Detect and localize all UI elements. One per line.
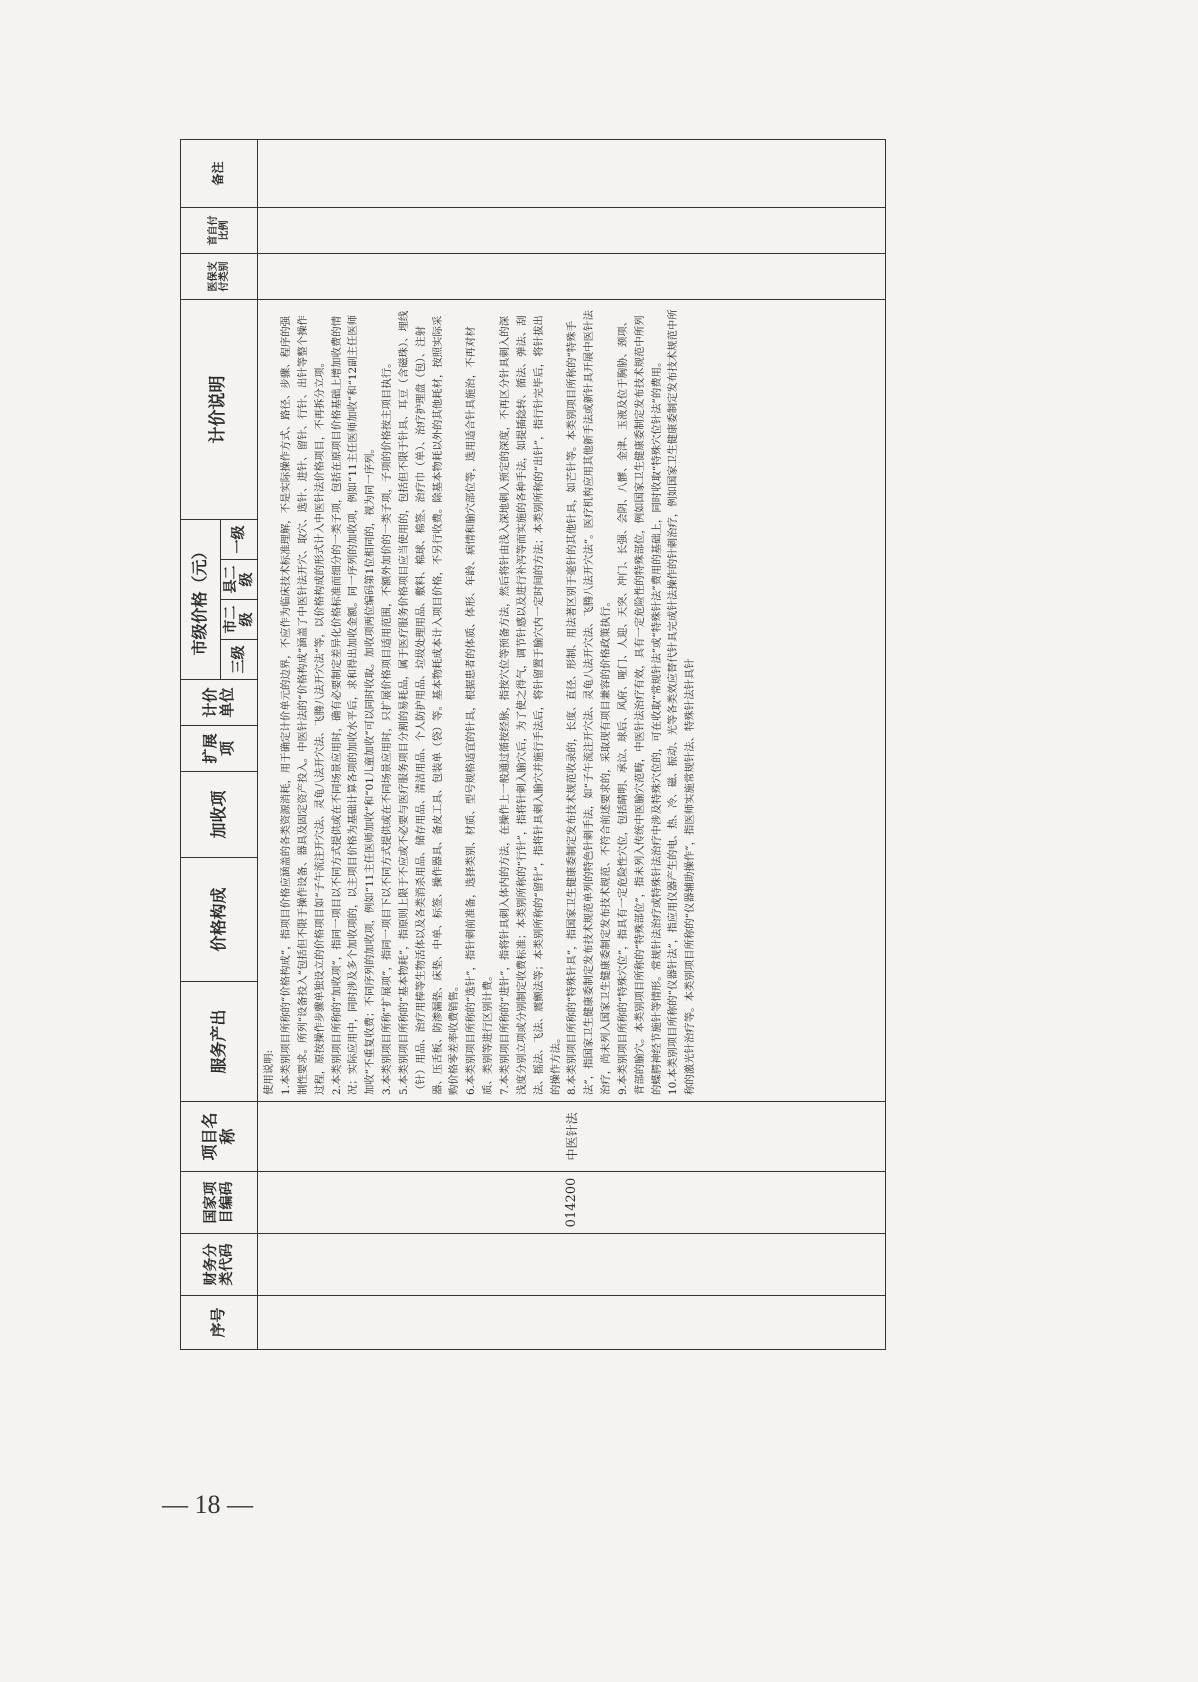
usage-note-paragraph: 9.本类别项目所称的“特殊穴位”，指具有一定危险性穴位，包括睛明、承泣、球后、风府、哑门、人迎、天突、冲门、长强、会阴、八髎、金津、玉液及位于胸胁、颈项、背部的腧穴。本类别项目所称的“特殊部位”，指未列入传统中医腧穴范畴，中医针法治疗有效，具有一定危险性的特殊部位，例如国家卫生健康委制定发布技术规范中所列的蝶腭神经节施针等情形。常规针法治疗或特殊针法治疗中涉及特殊穴位的，可在收取“常规针法”或“特殊针法”费用的基础上，同时收取“特殊穴位针法”的费用。 [616,315,663,1095]
cell-self-pay [258,207,886,253]
header-surcharge: 加收项 [181,772,258,858]
page-number: — 18 — [162,1490,253,1519]
header-price-composition: 价格构成 [181,858,258,982]
cell-item-name: 中医针法 [258,1102,886,1172]
header-city-level2: 市二级 [221,600,258,640]
header-unit: 计价单位 [181,680,258,726]
header-level3: 三级 [221,640,258,680]
header-insurance-type: 医保支付类别 [181,253,258,299]
usage-notes-title: 使用说明: [263,1049,276,1095]
rotated-sheet [180,161,886,1350]
usage-note-paragraph: 6.本类别项目所称的“选针”，指针刺前准备，选择类别、材质、型号规格适宜的针具，根据患者的体质、体形、年龄、病情和腧穴部位等，选用适合针具施治，不再对材质、类别等进行区别计费。 [465,326,495,1095]
header-remark: 备注 [181,139,258,207]
header-city-price: 市级价格（元） [181,519,221,679]
cell-insurance-type [258,253,886,299]
header-finance-code: 财务分类代码 [181,1234,258,1296]
header-pricing-note: 计价说明 [181,299,258,519]
header-national-code: 国家项目编码 [181,1172,258,1234]
usage-notes [258,299,886,1101]
usage-note-paragraph: 10.本类别项目所称的“仪器针法”，指应用仪器产生的电、热、冷、磁、振动、光等各类效应替代针具完成针法操作的针刺治疗，例如国家卫生健康委制定发布技术规范中所称的激光针治疗等。本类别项目所称的“仪器辅助操作”，指医师实施常规针法、特殊针法针具针 [667,309,697,1095]
header-seq: 序号 [181,1296,258,1350]
price-table [180,139,886,1350]
header-service-output: 服务产出 [181,982,258,1102]
cell-finance-code [258,1234,886,1296]
usage-note-paragraph: 7.本类别项目所称的“进针”，指将针具刺入体内的方法，在操作上一般通过循按经脉，指按穴位等预备方法，然后将针由浅入深地刺入预定的深度，不再区分针具刺入的深浅度分别立项或分别制定收费标准；本类别所称的“行针”，指将针刺入腧穴后，为了使之得气，调节针感以及进行补泻等而实施的各种手法，如提插捻转、循法、弹法、刮法、摇法、飞法、震颤法等；本类别所称的“留针”，指将针具刺入腧穴并施行手法后，将针留置于腧穴内一定时间的方法；本类别所称的“出针”，指行针完毕后，将针拔出的操作方法。 [499,315,562,1095]
header-level1: 一级 [221,519,258,559]
header-county-level2: 县二级 [221,560,258,600]
cell-remark [258,139,886,207]
usage-note-paragraph: 5.本类别项目所称的“基本物耗”，指原则上限于不应或不必要与医疗服务项目分割的易耗品，属于医疗服务价格项目应当使用的，包括但不限于针具、耳豆（含磁珠）、埋线（针）用品、治疗用棒等生物活体以及各类消杀用品、储存用品、清洁用品、个人防护用品、垃圾处理用品、敷料、棉球、棉签、治疗巾（单）、治疗护理盘（包）、注射器、压舌板、防渗漏垫、床垫、中单、标签、操作器具、备皮工具、包装单（袋）等。基本物耗成本计入项目价格，不另行收费。除基本物耗以外的其他耗材，按照实际采购价格零差率收费销售。 [397,310,461,1095]
header-item-name: 项目名称 [181,1102,258,1172]
usage-note-paragraph: 8.本类别项目所称的“特殊针具”，指国家卫生健康委制定发布技术规范收录的，长度、直径、形制、用法著区别于毫针的其他针具，如芒针等。本类别项目所称的“特殊手法”，指国家卫生健康委制定发布技术规范单列的特色针刺手法，如“子午流注开穴法、灵龟八法开穴法、飞腾八法开穴法”。医疗机构应用其他新手法或新针具开展中医针法治疗，尚未列入国家卫生健康委制定发布技术规范、不符合前述要求的，采取现有项目兼容的价格政策执行。 [566,310,613,1095]
cell-seq [258,1296,886,1350]
usage-note-paragraph: 2.本类别项目所称的“加收项”，指同一项目以不同方式提供或在不同场景应用时，确有必要制定差异化价格标准而细分的一类子项，包括在原项目价格基础上增加收费的情况；实际应用中，同时涉及多个加收项的，以主项目价格为基础计算各项的加收水平后，求和得出加收金额。同一序列的加收项，例如“11主任医师加收”和“12副主任医师加收”不重复收费；不同序列的加收项，例如“11主任医师加收”和“01儿童加收”可以同时收取。加收项两位编码第1位相同的，视为同一序列。 [330,314,377,1095]
usage-note-paragraph: 1.本类别项目所称的“价格构成”，指项目价格应涵盖的各类资源消耗，用于确定计价单元的边界，不应作为临床技术标准理解，不是实际操作方式、路径、步骤、程序的强制性要求。所列“设备投入”包括但不限于操作设备、器具及固定资产投入。中医针法的“价格构成”涵盖了中医针法开穴、取穴、选针、进针、留针、行针、出针等整个操作过程，原按操作步骤单独设立的价格项目如“子午流注开穴法、灵龟八法开穴法、飞腾八法开穴法”等，以价格构成的形式计入中医针法价格项目，不再拆分立项。 [280,315,326,1095]
header-self-pay: 首自付比例 [181,207,258,253]
cell-national-code: 014200 [258,1172,886,1234]
header-extension: 扩展项 [181,726,258,772]
usage-note-paragraph: 3.本类别项目所称“扩展项”，指同一项目下以不同方式提供或在不同场景应用时，只扩展价格项目适用范围，不额外加价的一类子项，子项的价格按主项目执行。 [381,357,394,1095]
